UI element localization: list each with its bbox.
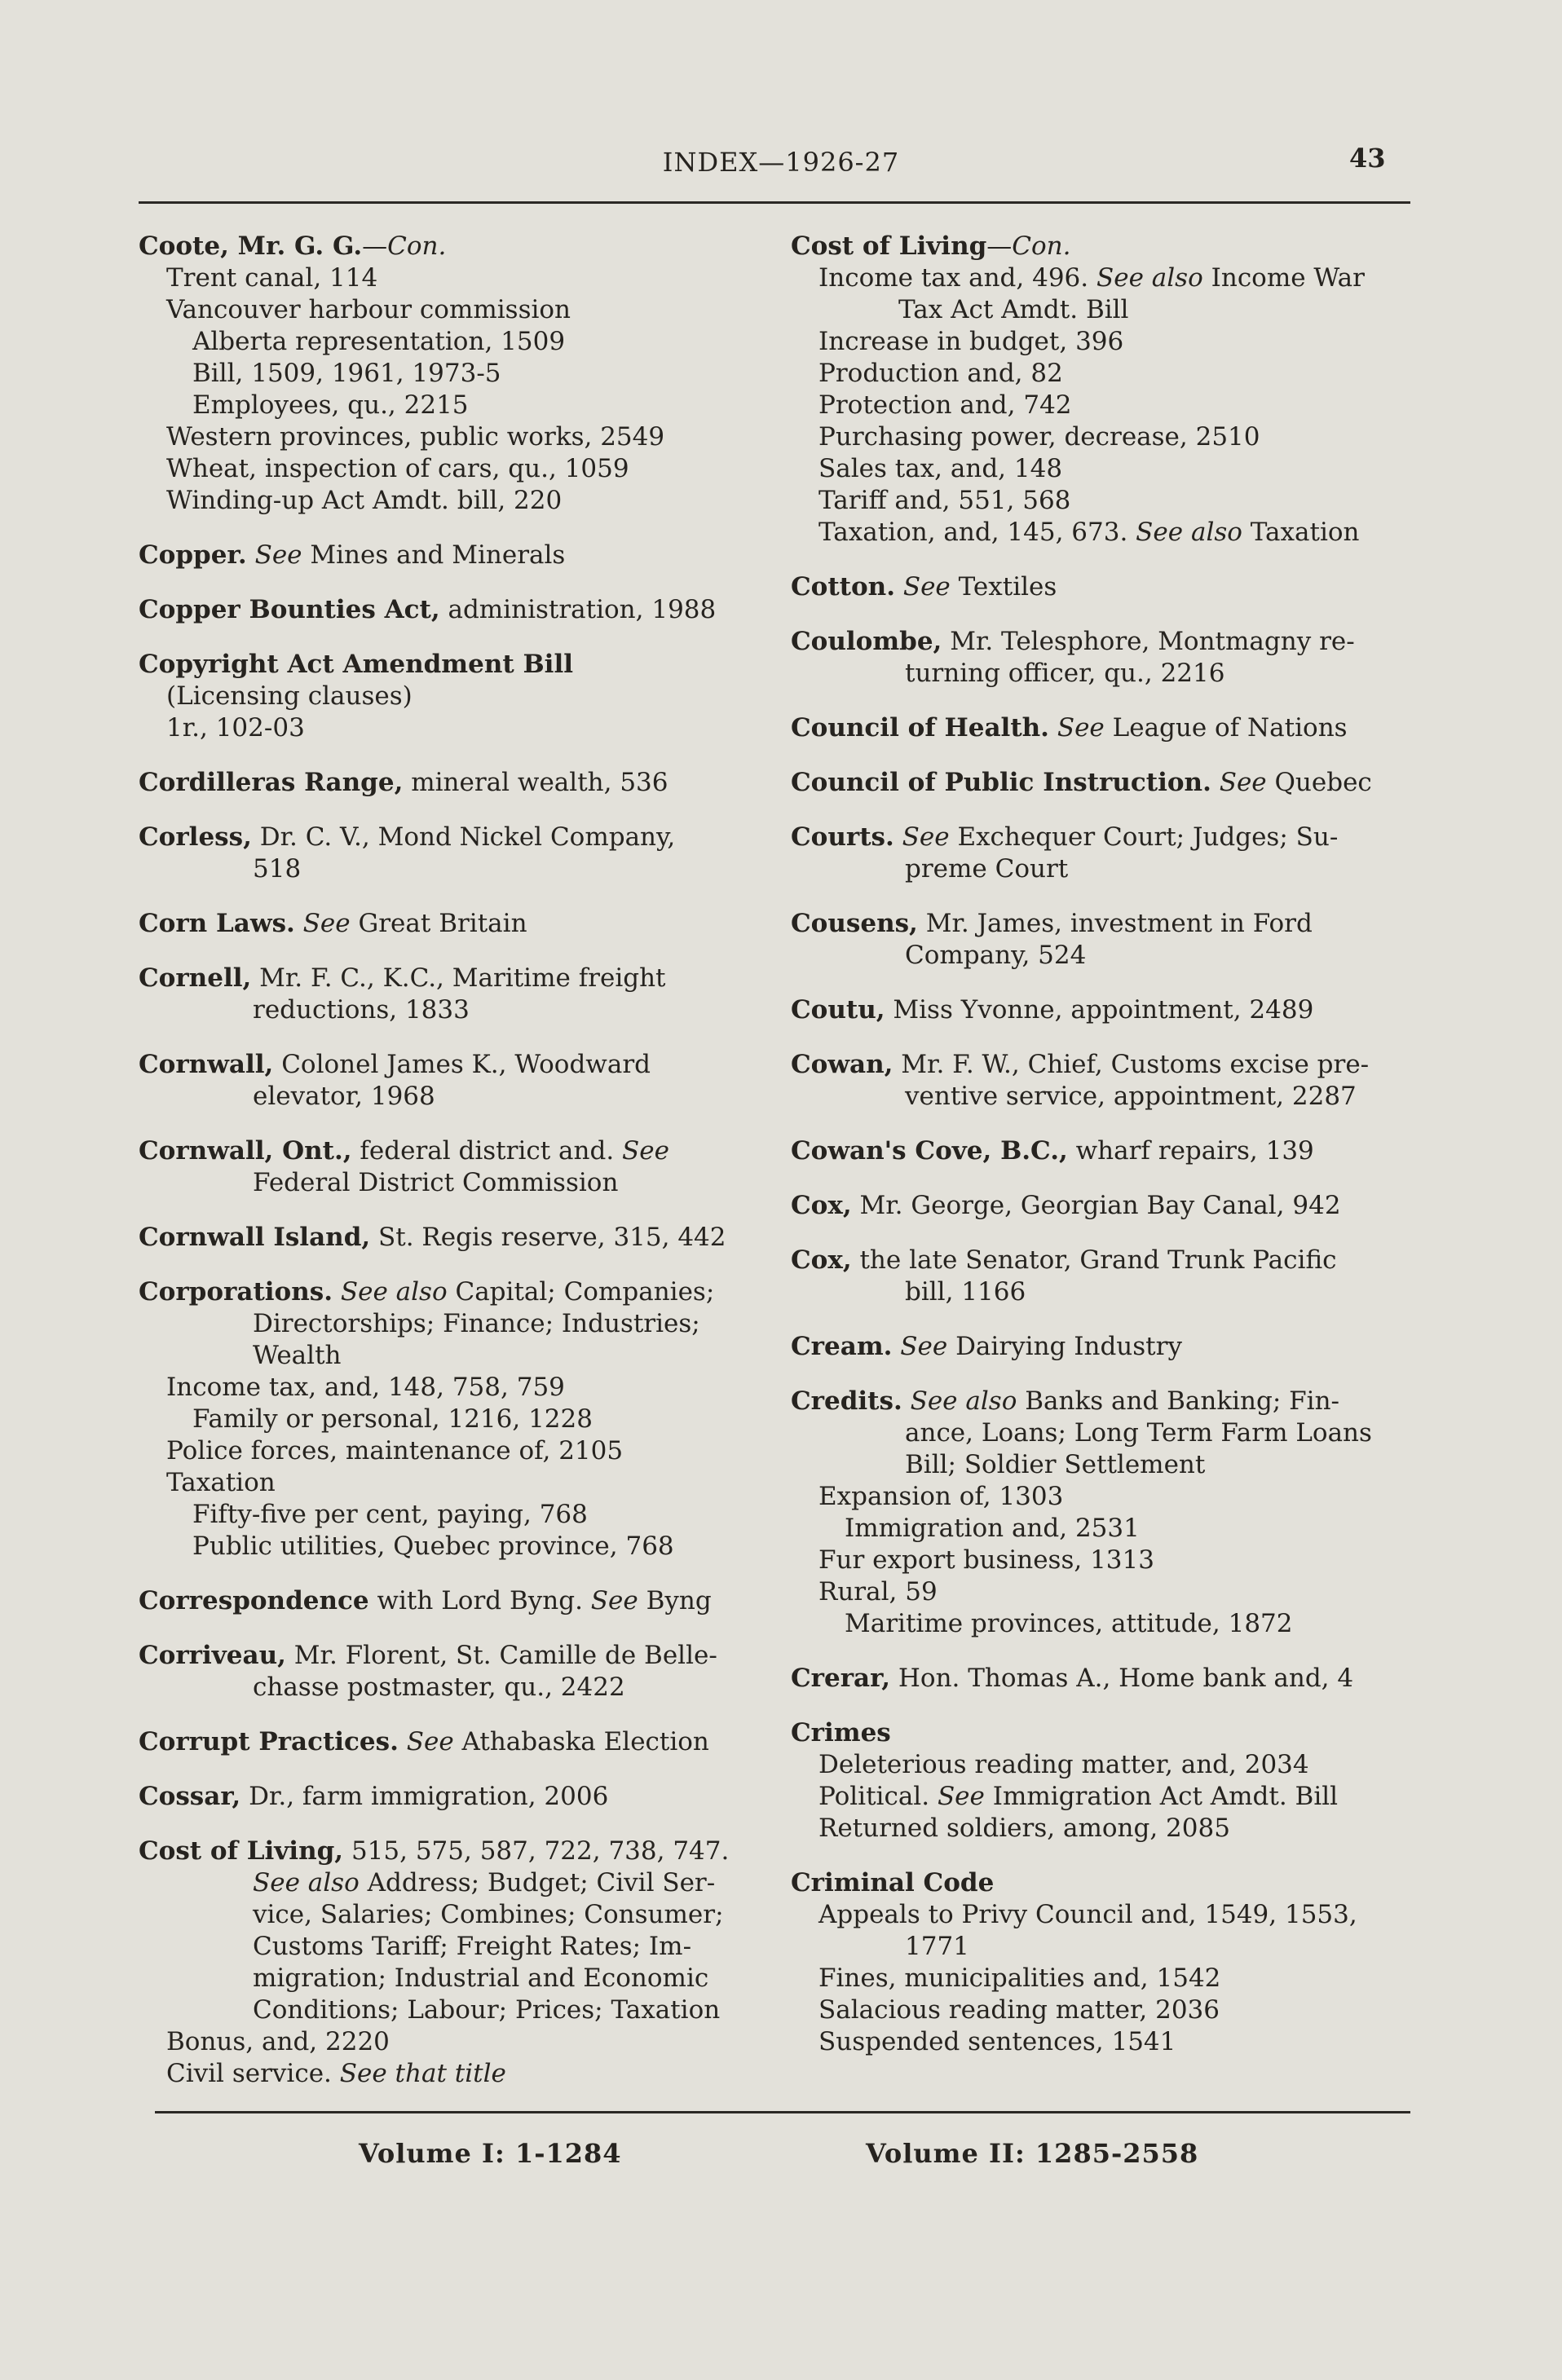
entry-text: Taxation — [1242, 518, 1360, 547]
entry-continued: Con. — [1012, 231, 1071, 261]
subentry: Fifty-five per cent, paying, 768 — [192, 1500, 588, 1529]
entry-continuation: Bill; Soldier Settlement — [905, 1450, 1206, 1479]
entry-heading: Cream. — [791, 1332, 893, 1361]
entry-continuation: Directorships; Finance; Industries; — [253, 1309, 700, 1338]
subentry: Vancouver harbour commission — [166, 295, 571, 324]
index-entry-cowan — [791, 1049, 1410, 1113]
entry-text: Mr. F. C., K.C., Maritime freight — [251, 963, 666, 993]
entry-text: Colonel James K., Woodward — [273, 1050, 651, 1079]
entry-heading: Courts. — [791, 822, 894, 852]
index-entry-cost-of-living — [139, 1836, 758, 2090]
entry-heading: Credits. — [791, 1386, 902, 1416]
entry-continuation: reductions, 1833 — [253, 995, 470, 1025]
subentry: Taxation — [166, 1468, 276, 1497]
index-entry-cordilleras — [139, 767, 758, 799]
entry-dash: — — [362, 231, 388, 261]
entry-continuation: Customs Tariff; Freight Rates; Im- — [253, 1932, 692, 1961]
page-number: 43 — [1349, 143, 1386, 174]
entry-text: Income War — [1202, 263, 1365, 293]
entry-heading: Copper Bounties Act, — [139, 595, 440, 624]
entry-text: the late Senator, Grand Trunk Pacific — [851, 1245, 1337, 1275]
entry-text: Dr., farm immigration, 2006 — [240, 1782, 609, 1811]
entry-heading: Copper. — [139, 540, 247, 570]
entry-text: Mines and Minerals — [302, 540, 566, 570]
footer-volume-1: Volume I: 1-1284 — [359, 2138, 622, 2169]
index-entry-correspondence — [139, 1585, 758, 1617]
index-entry-crimes — [791, 1717, 1410, 1844]
entry-continuation: chasse postmaster, qu., 2422 — [253, 1673, 625, 1702]
index-entry-cream — [791, 1331, 1410, 1363]
entry-heading: Council of Health. — [791, 713, 1049, 743]
entry-heading: Corrupt Practices. — [139, 1727, 399, 1756]
entry-continuation: vice, Salaries; Combines; Consumer; — [253, 1900, 724, 1929]
entry-heading: Cost of Living — [791, 231, 987, 261]
entry-heading: Coutu, — [791, 995, 885, 1025]
entry-heading: Coulombe, — [791, 627, 942, 656]
subentry: Trent canal, 114 — [166, 263, 378, 293]
entry-continuation: preme Court — [905, 854, 1069, 884]
index-entry-cotton — [791, 571, 1410, 603]
index-entry-copper — [139, 540, 758, 571]
bottom-rule — [155, 2111, 1410, 2113]
subentry: Protection and, 742 — [819, 390, 1072, 420]
subentry: Bill, 1509, 1961, 1973-5 — [192, 359, 501, 388]
top-rule — [139, 201, 1410, 204]
subentry: Suspended sentences, 1541 — [819, 2027, 1176, 2056]
entry-heading: Cousens, — [791, 909, 918, 938]
entry-continuation: Federal District Commission — [253, 1168, 619, 1197]
entry-text: Mr. James, investment in Ford — [917, 909, 1313, 938]
index-entry-coulombe — [791, 626, 1410, 690]
entry-heading: Cordilleras Range, — [139, 768, 404, 797]
entry-continuation: Tax Act Amdt. Bill — [898, 295, 1129, 324]
subentry: Political. — [819, 1782, 930, 1811]
index-entry-cornell — [139, 963, 758, 1026]
entry-text: Byng — [638, 1586, 712, 1615]
entry-continuation: bill, 1166 — [905, 1277, 1026, 1307]
entry-continuation: turning officer, qu., 2216 — [905, 659, 1225, 688]
index-entry-council-of-health — [791, 712, 1410, 744]
entry-text: with Lord Byng. — [368, 1586, 583, 1615]
index-entry-corporations — [139, 1276, 758, 1562]
see-reference: See — [1048, 713, 1105, 743]
subentry: Deleterious reading matter, and, 2034 — [819, 1750, 1309, 1779]
subentry: Maritime provinces, attitude, 1872 — [845, 1609, 1293, 1638]
entry-text: wharf repairs, 139 — [1067, 1136, 1314, 1166]
subentry: Appeals to Privy Council and, 1549, 1553, — [819, 1900, 1357, 1929]
entry-heading: Cotton. — [791, 572, 895, 602]
entry-continued: Con. — [387, 231, 447, 261]
subentry: Public utilities, Quebec province, 768 — [192, 1532, 674, 1561]
subentry: Expansion of, 1303 — [819, 1482, 1064, 1511]
entry-text: Immigration Act Amdt. Bill — [984, 1782, 1339, 1811]
entry-continuation: Company, 524 — [905, 941, 1087, 970]
index-entry-cowans-cove — [791, 1135, 1410, 1167]
see-reference: See that title — [331, 2059, 506, 2088]
index-entry-corriveau — [139, 1640, 758, 1703]
entry-dash: — — [986, 231, 1013, 261]
entry-heading: Corless, — [139, 822, 252, 852]
entry-text: administration, 1988 — [439, 595, 717, 624]
subentry: Civil service. — [166, 2059, 332, 2088]
index-entry-corn-laws — [139, 908, 758, 940]
index-entry-council-public-instruction — [791, 767, 1410, 799]
entry-text: Great Britain — [350, 909, 527, 938]
entry-heading: Corriveau, — [139, 1641, 286, 1670]
entry-text: St. Regis reserve, 315, 442 — [370, 1223, 726, 1252]
entry-text: Textiles — [950, 572, 1057, 602]
entry-text: Quebec — [1266, 768, 1372, 797]
index-entry-coutu — [791, 994, 1410, 1026]
entry-continuation: 518 — [253, 854, 302, 884]
entry-heading: Cornwall Island, — [139, 1223, 371, 1252]
index-entry-corless — [139, 822, 758, 885]
index-entry-credits — [791, 1386, 1410, 1640]
index-entry-cox-senator — [791, 1245, 1410, 1308]
left-column — [139, 231, 758, 2113]
entry-text: Hon. Thomas A., Home bank and, 4 — [890, 1664, 1354, 1693]
subentry: Sales tax, and, 148 — [819, 454, 1063, 483]
subentry: Alberta representation, 1509 — [192, 327, 566, 356]
entry-heading: Cox, — [791, 1191, 852, 1220]
index-entry-cornwall-ont — [139, 1135, 758, 1199]
subentry: Winding-up Act Amdt. bill, 220 — [166, 486, 563, 515]
entry-continuation: Wealth — [253, 1341, 342, 1370]
entry-heading: Coote, Mr. G. G. — [139, 231, 363, 261]
see-reference: See — [582, 1586, 638, 1615]
entry-text: mineral wealth, 536 — [403, 768, 668, 797]
entry-heading: Cost of Living, — [139, 1836, 344, 1866]
right-column — [791, 231, 1410, 2081]
see-reference: See — [929, 1782, 985, 1811]
see-reference: See — [254, 540, 302, 570]
entry-heading: Crimes — [791, 1718, 891, 1748]
index-entry-coote — [139, 231, 758, 517]
entry-text: 515, 575, 587, 722, 738, 747. — [343, 1836, 730, 1866]
entry-text: federal district and. — [351, 1136, 615, 1166]
subentry: Salacious reading matter, 2036 — [819, 1995, 1220, 2025]
entry-text: Mr. F. W., Chief, Customs excise pre- — [893, 1050, 1370, 1079]
subentry: Western provinces, public works, 2549 — [166, 422, 665, 452]
entry-text: Banks and Banking; Fin- — [1017, 1386, 1340, 1416]
subentry: Family or personal, 1216, 1228 — [192, 1404, 593, 1434]
index-entry-cox-george — [791, 1190, 1410, 1222]
entry-continuation: Address; Budget; Civil Ser- — [359, 1868, 716, 1897]
entry-continuation: migration; Industrial and Economic — [253, 1964, 709, 1993]
entry-continuation: Conditions; Labour; Prices; Taxation — [253, 1995, 721, 2025]
index-entry-cornwall-island — [139, 1222, 758, 1254]
entry-heading: Cowan's Cove, B.C., — [791, 1136, 1068, 1166]
subentry: Income tax, and, 148, 758, 759 — [166, 1373, 565, 1402]
entry-text: League of Nations — [1104, 713, 1348, 743]
subentry: Rural, 59 — [819, 1577, 938, 1606]
see-reference: See — [892, 1332, 948, 1361]
see-reference: See — [614, 1136, 669, 1166]
subentry: (Licensing clauses) — [166, 681, 413, 711]
entry-heading: Cowan, — [791, 1050, 894, 1079]
index-entry-copper-bounties — [139, 594, 758, 626]
entry-heading: Crerar, — [791, 1664, 891, 1693]
footer-volume-2: Volume II: 1285-2558 — [866, 2138, 1199, 2169]
index-entry-cousens — [791, 908, 1410, 972]
entry-text: Mr. George, Georgian Bay Canal, 942 — [851, 1191, 1341, 1220]
see-reference: See — [895, 572, 951, 602]
subentry: Returned soldiers, among, 2085 — [819, 1814, 1230, 1843]
see-reference: See — [1211, 768, 1267, 797]
see-reference: See — [894, 822, 950, 852]
subentry: Police forces, maintenance of, 2105 — [166, 1436, 624, 1465]
entry-heading: Cox, — [791, 1245, 852, 1275]
entry-heading: Cossar, — [139, 1782, 241, 1811]
entry-heading: Cornwall, — [139, 1050, 274, 1079]
entry-text: Mr. Telesphore, Montmagny re- — [942, 627, 1355, 656]
see-reference: See — [398, 1727, 454, 1756]
subentry: Increase in budget, 396 — [819, 327, 1124, 356]
subentry: Fines, municipalities and, 1542 — [819, 1964, 1221, 1993]
see-reference: See also — [902, 1386, 1017, 1416]
entry-heading: Corporations. — [139, 1277, 333, 1307]
see-reference: See — [294, 909, 351, 938]
entry-continuation: elevator, 1968 — [253, 1082, 435, 1111]
entry-text: Exchequer Court; Judges; Su- — [949, 822, 1339, 852]
see-reference: See also — [253, 1868, 360, 1897]
index-entry-cossar — [139, 1781, 758, 1813]
index-entry-copyright — [139, 649, 758, 744]
index-entry-corrupt-practices — [139, 1726, 758, 1758]
subentry: Fur export business, 1313 — [819, 1545, 1154, 1575]
index-entry-cost-of-living-con — [791, 231, 1410, 549]
index-entry-courts — [791, 822, 1410, 885]
entry-text: Dr. C. V., Mond Nickel Company, — [251, 822, 676, 852]
index-entry-cornwall-colonel — [139, 1049, 758, 1113]
page-title: INDEX—1926-27 — [662, 147, 900, 178]
entry-continuation: 1771 — [905, 1932, 969, 1961]
see-reference: See also — [1127, 518, 1242, 547]
subentry: Bonus, and, 2220 — [166, 2027, 390, 2056]
entry-heading: Cornwall, Ont., — [139, 1136, 352, 1166]
entry-heading: Correspondence — [139, 1586, 369, 1615]
entry-heading: Cornell, — [139, 963, 252, 993]
entry-continuation: ance, Loans; Long Term Farm Loans — [905, 1418, 1372, 1448]
see-reference: See also — [333, 1277, 448, 1307]
entry-heading: Criminal Code — [791, 1868, 995, 1897]
entry-text: Athabaska Election — [453, 1727, 709, 1756]
subentry: Wheat, inspection of cars, qu., 1059 — [166, 454, 629, 483]
subentry: Employees, qu., 2215 — [192, 390, 469, 420]
subentry: Production and, 82 — [819, 359, 1063, 388]
entry-text: Capital; Companies; — [447, 1277, 715, 1307]
subentry: Income tax and, 496. — [819, 263, 1089, 293]
subentry: Immigration and, 2531 — [845, 1514, 1140, 1543]
entry-text: Miss Yvonne, appointment, 2489 — [885, 995, 1314, 1025]
entry-heading: Corn Laws. — [139, 909, 295, 938]
entry-heading: Council of Public Instruction. — [791, 768, 1211, 797]
entry-text: Mr. Florent, St. Camille de Belle- — [285, 1641, 717, 1670]
subentry: Taxation, and, 145, 673. — [819, 518, 1128, 547]
subentry: Tariff and, 551, 568 — [819, 486, 1071, 515]
entry-text: Dairying Industry — [947, 1332, 1182, 1361]
see-reference: See also — [1088, 263, 1203, 293]
index-entry-criminal-code — [791, 1867, 1410, 2058]
entry-heading: Copyright Act Amendment Bill — [139, 650, 574, 679]
entry-continuation: ventive service, appointment, 2287 — [905, 1082, 1357, 1111]
index-entry-crerar — [791, 1663, 1410, 1695]
subentry: Purchasing power, decrease, 2510 — [819, 422, 1260, 452]
subentry: 1r., 102-03 — [166, 713, 305, 743]
